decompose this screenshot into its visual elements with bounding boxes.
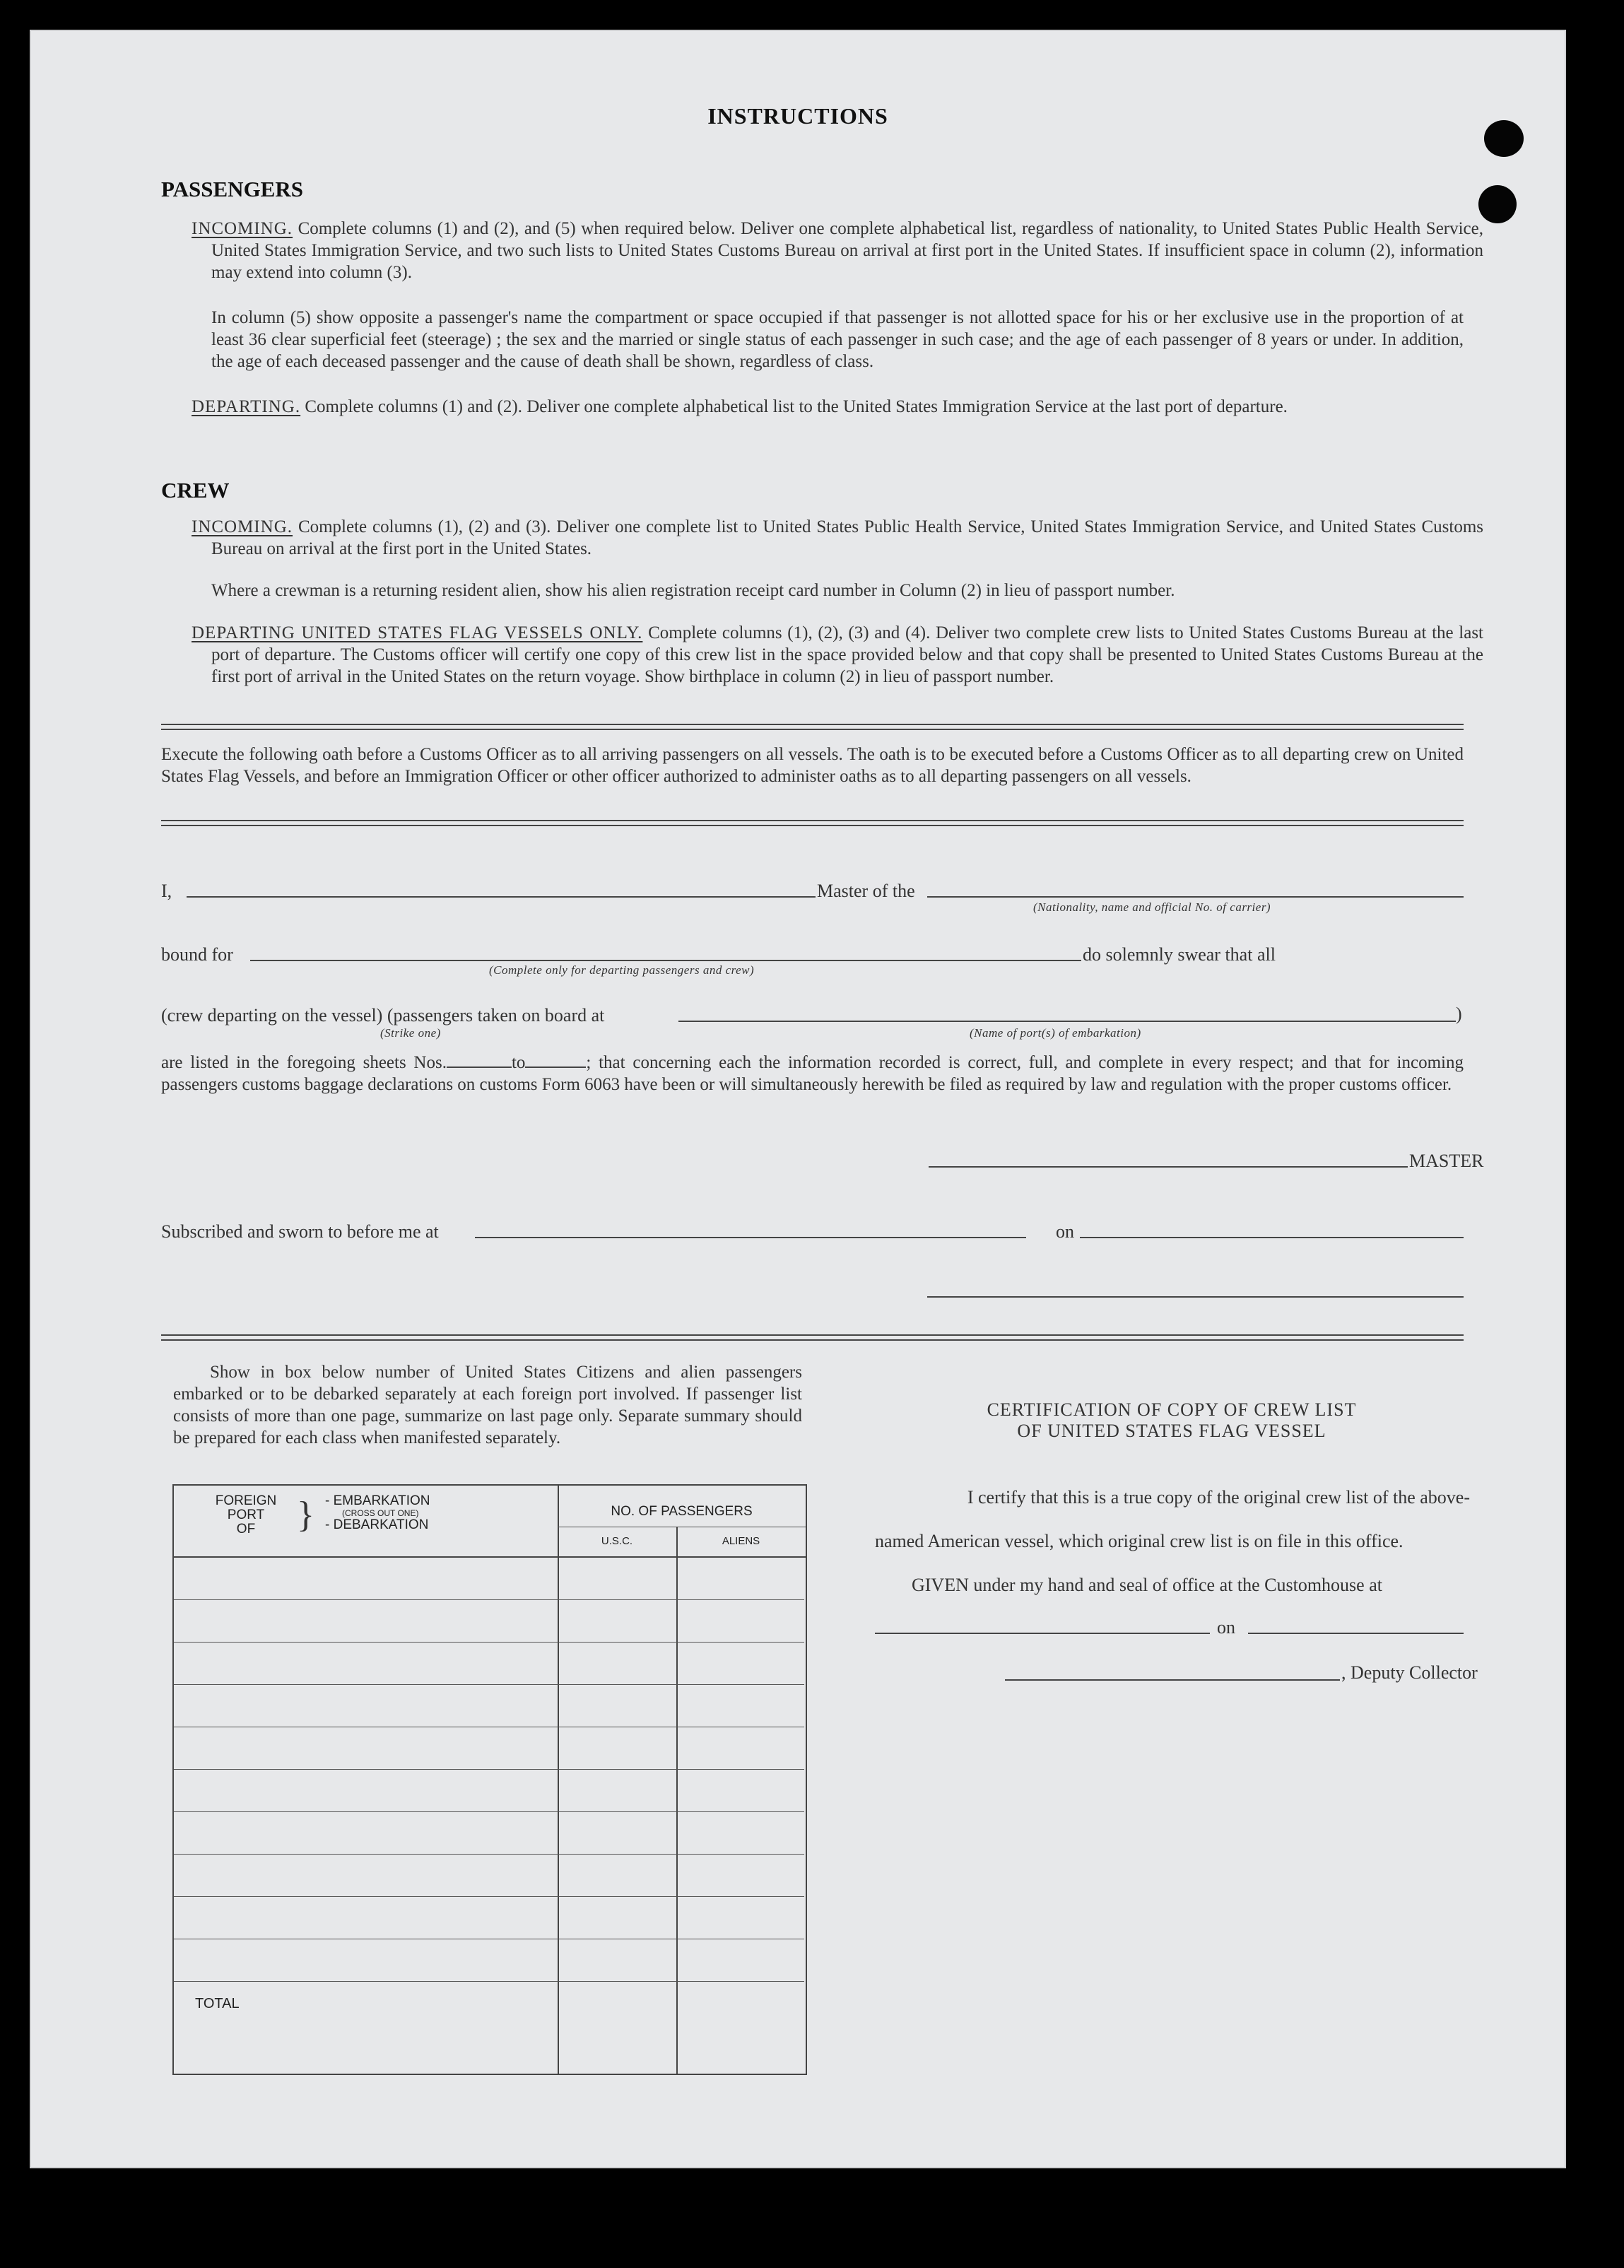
customhouse-field[interactable]: [875, 1633, 1210, 1634]
strike-caption: (Strike one): [380, 1026, 441, 1040]
instructions-title: INSTRUCTIONS: [707, 103, 888, 129]
crew-incoming-paragraph: [192, 516, 1483, 560]
crew-resident-paragraph: Where a crewman is a returning resident alien, show his alien registration receipt card number in Column (2) in lieu of passport number.: [211, 581, 1175, 600]
certify-line2: named American vessel, which original crew list is on file in this office.: [875, 1531, 1404, 1551]
bound-for-label: bound for: [161, 944, 233, 965]
crew-incoming-label: INCOMING.: [192, 517, 293, 536]
passengers-incoming-text: Complete columns (1) and (2), and (5) when required below. Deliver one complete alphabetical list, regardless of nationality, to United States Public Health Service, United States Immigration Service, and two such lists to United States Customs Bureau on arrival at first port in the United States. If insufficient space in column (2), information may extend into column (3).: [211, 219, 1484, 282]
sheet-to-field[interactable]: [525, 1067, 586, 1068]
cert-on-label: on: [1217, 1617, 1235, 1638]
debarkation-label: - DEBARKATION: [325, 1517, 429, 1532]
form-sheet: [30, 30, 1566, 2168]
oath-i-label: I,: [161, 881, 172, 901]
deputy-collector-label: , Deputy Collector: [1341, 1662, 1478, 1683]
sheet-from-field[interactable]: [447, 1067, 512, 1068]
of-label: OF: [236, 1522, 256, 1537]
listed-label: are listed in the foregoing sheets Nos.: [161, 1053, 447, 1072]
table-row[interactable]: [174, 1727, 804, 1770]
passengers-incoming-label: INCOMING.: [192, 219, 293, 238]
crew-departing-text: Complete columns (1), (2), (3) and (4). Deliver two complete crew lists to United States Customs Bureau at the last port of departure. The Customs officer will certify one copy of this crew list in the space provided below and that copy shall be presented to United States Customs Bureau at the first port of arrival in the United States on the return voyage. Show birthplace in column (2) in lieu of passport number.: [211, 623, 1483, 686]
certify-line1: I certify that this is a true copy of the original crew list of the above-: [967, 1487, 1470, 1508]
bound-for-field[interactable]: [250, 960, 1081, 961]
sworn-place-field[interactable]: [475, 1237, 1026, 1238]
section-divider: [161, 820, 1464, 826]
deputy-signature-field[interactable]: [1005, 1679, 1340, 1681]
certification-title-line2: OF UNITED STATES FLAG VESSEL: [1017, 1421, 1326, 1441]
crew-incoming-text: Complete columns (1), (2) and (3). Deliver one complete list to United States Public Health Service, United States Immigration Service, and United States Customs Bureau on arrival at the first port in the United States.: [211, 517, 1484, 558]
cross-out-label: (CROSS OUT ONE): [342, 1508, 419, 1518]
carrier-field[interactable]: [927, 896, 1464, 898]
summary-instruction: Show in box below number of United States Citizens and alien passengers embarked or to be debarked separately at each foreign port involved. If passenger list consists of more than one page, summarize on last page only. Separate summary should be prepared for each class when manifested separately.: [173, 1363, 802, 1447]
cert-date-field[interactable]: [1248, 1633, 1464, 1634]
carrier-caption: (Nationality, name and official No. of carrier): [1033, 900, 1271, 914]
total-row[interactable]: [174, 1982, 804, 2023]
section-divider: [161, 1334, 1464, 1341]
embarkation-ports-field[interactable]: [678, 1021, 1456, 1022]
port-label: PORT: [227, 1508, 265, 1522]
total-label: TOTAL: [195, 1996, 240, 2011]
given-text: GIVEN under my hand and seal of office at the Customhouse at: [912, 1575, 1382, 1595]
table-row[interactable]: [174, 1939, 804, 1982]
subscribed-label: Subscribed and sworn to before me at: [161, 1221, 439, 1242]
to-label: to: [511, 1053, 526, 1072]
passengers-heading: PASSENGERS: [161, 177, 303, 201]
embark-debark-label: [325, 1494, 430, 1532]
swear-label: do solemnly swear that all: [1083, 944, 1276, 965]
passengers-departing-label: DEPARTING.: [192, 397, 301, 416]
passengers-departing-text: Complete columns (1) and (2). Deliver one complete alphabetical list to the United States Immigration Service at the last port of departure.: [305, 397, 1288, 416]
table-row[interactable]: [174, 1897, 804, 1939]
embarkation-label: - EMBARKATION: [325, 1493, 430, 1508]
passengers-column5-paragraph: In column (5) show opposite a passenger's name the compartment or space occupied if that passenger is not allotted space for his or her exclusive use in the proportion of at least 36 clear superficial feet (steerage) ; the sex and the married or single status of each passenger in such case; and the age of each passenger of 8 years or under. In addition, the age of each deceased passenger and the cause of death shall be shown, regardless of class.: [211, 308, 1464, 371]
ports-caption: (Name of port(s) of embarkation): [970, 1026, 1141, 1040]
passengers-departing-paragraph: [192, 396, 1483, 418]
aliens-header: ALIENS: [722, 1535, 760, 1547]
master-signature-field[interactable]: [929, 1166, 1408, 1168]
foreign-port-of-label: [204, 1494, 288, 1537]
certification-title: [875, 1399, 1469, 1442]
crew-departing-paragraph: [192, 622, 1483, 688]
bound-caption: (Complete only for departing passengers and crew): [489, 963, 755, 977]
foreign-label: FOREIGN: [215, 1493, 277, 1508]
table-row[interactable]: [174, 1812, 804, 1855]
master-of-label: Master of the: [817, 881, 915, 901]
certification-title-line1: CERTIFICATION OF COPY OF CREW LIST: [987, 1399, 1357, 1420]
master-name-field[interactable]: [187, 896, 816, 898]
brace-glyph: }: [297, 1495, 314, 1535]
table-row[interactable]: [174, 1556, 804, 1600]
sworn-date-field[interactable]: [1080, 1237, 1464, 1238]
crew-heading: CREW: [161, 478, 230, 503]
table-row[interactable]: [174, 1855, 804, 1897]
table-row[interactable]: [174, 1685, 804, 1727]
oath-instruction: Execute the following oath before a Customs Officer as to all arriving passengers on all vessels. The oath is to be executed before a Customs Officer as to all departing crew on United States Flag Vessels, and before an Immigration Officer or other officer authorized to administer oaths as to all departing passengers on all vessels.: [161, 745, 1464, 786]
table-row[interactable]: [174, 1600, 804, 1643]
ink-blot: [1478, 185, 1517, 223]
listed-paragraph: [161, 1052, 1464, 1095]
no-of-passengers-header: NO. OF PASSENGERS: [611, 1504, 753, 1519]
table-row[interactable]: [174, 1770, 804, 1812]
close-paren: ): [1456, 1004, 1462, 1024]
passengers-incoming-paragraph: [192, 218, 1483, 283]
on-label: on: [1056, 1221, 1074, 1242]
master-label: MASTER: [1409, 1151, 1484, 1171]
crew-departing-label: (crew departing on the vessel) (passengers taken on board at: [161, 1005, 605, 1026]
crew-departing-label: DEPARTING UNITED STATES FLAG VESSELS ONLY.: [192, 623, 643, 642]
listed-text: ; that concerning each the information recorded is correct, full, and complete in every respect; and that for incoming passengers customs baggage declarations on customs Form 6063 have been or will simultaneously herewith be filed as required by law and regulation with the proper customs officer.: [161, 1053, 1464, 1094]
ports-table-body: [174, 1556, 804, 2023]
usc-header: U.S.C.: [601, 1535, 633, 1547]
officer-signature-field[interactable]: [927, 1296, 1464, 1298]
table-row[interactable]: [174, 1643, 804, 1685]
section-divider: [161, 724, 1464, 730]
